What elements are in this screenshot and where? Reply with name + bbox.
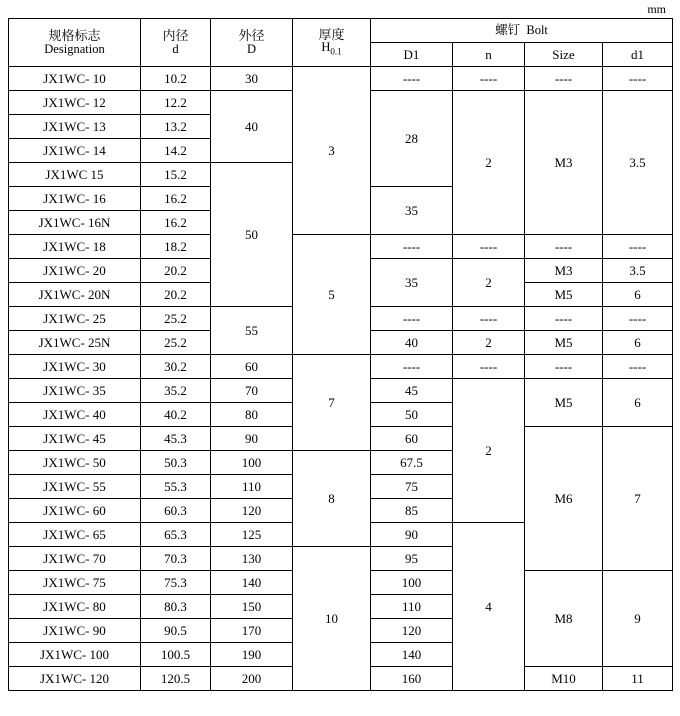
bolt-d1-cell: 60: [371, 427, 453, 451]
bolt-d1-small-cell: ----: [603, 355, 673, 379]
outer-diameter-cell: 130: [211, 547, 293, 571]
header-designation: [9, 19, 141, 67]
header-bolt-d1-small: d1: [603, 43, 673, 67]
outer-diameter-cell: 60: [211, 355, 293, 379]
bolt-d1-cell: ----: [371, 235, 453, 259]
header-thickness-en: [293, 41, 370, 57]
bolt-size-cell: M3: [525, 91, 603, 235]
inner-diameter-cell: 35.2: [141, 379, 211, 403]
bolt-d1-small-cell: 11: [603, 667, 673, 691]
designation-cell: JX1WC- 120: [9, 667, 141, 691]
designation-cell: JX1WC- 20: [9, 259, 141, 283]
bolt-d1-cell: ----: [371, 67, 453, 91]
outer-diameter-cell: 50: [211, 163, 293, 307]
bolt-d1-cell: 40: [371, 331, 453, 355]
designation-cell: JX1WC- 13: [9, 115, 141, 139]
designation-cell: JX1WC- 70: [9, 547, 141, 571]
bolt-n-cell: 4: [453, 523, 525, 691]
table-row: [9, 355, 673, 379]
specification-table: [8, 18, 673, 691]
inner-diameter-cell: 55.3: [141, 475, 211, 499]
inner-diameter-cell: 40.2: [141, 403, 211, 427]
header-bolt-en: Bolt: [526, 22, 548, 37]
thickness-cell: 7: [293, 355, 371, 451]
bolt-d1-cell: 45: [371, 379, 453, 403]
header-thickness-cn: 厚度: [318, 26, 345, 42]
table-row: [9, 235, 673, 259]
bolt-d1-small-cell: 3.5: [603, 91, 673, 235]
bolt-d1-small-cell: 3.5: [603, 259, 673, 283]
bolt-d1-cell: 50: [371, 403, 453, 427]
bolt-n-cell: 2: [453, 331, 525, 355]
bolt-n-cell: 2: [453, 91, 525, 235]
bolt-size-cell: M5: [525, 379, 603, 427]
designation-cell: JX1WC- 80: [9, 595, 141, 619]
outer-diameter-cell: 125: [211, 523, 293, 547]
inner-diameter-cell: 100.5: [141, 643, 211, 667]
designation-cell: JX1WC- 50: [9, 451, 141, 475]
inner-diameter-cell: 120.5: [141, 667, 211, 691]
bolt-d1-cell: 67.5: [371, 451, 453, 475]
inner-diameter-cell: 20.2: [141, 283, 211, 307]
outer-diameter-cell: 200: [211, 667, 293, 691]
inner-diameter-cell: 75.3: [141, 571, 211, 595]
bolt-d1-cell: 120: [371, 619, 453, 643]
header-bolt-n: n: [453, 43, 525, 67]
inner-diameter-cell: 30.2: [141, 355, 211, 379]
inner-diameter-cell: 60.3: [141, 499, 211, 523]
inner-diameter-cell: 50.3: [141, 451, 211, 475]
header-bolt-cn: 螺钉: [495, 22, 521, 37]
designation-cell: JX1WC- 10: [9, 67, 141, 91]
inner-diameter-cell: 90.5: [141, 619, 211, 643]
outer-diameter-cell: 170: [211, 619, 293, 643]
inner-diameter-cell: 13.2: [141, 115, 211, 139]
inner-diameter-cell: 15.2: [141, 163, 211, 187]
designation-cell: JX1WC- 12: [9, 91, 141, 115]
inner-diameter-cell: 25.2: [141, 331, 211, 355]
designation-cell: JX1WC- 60: [9, 499, 141, 523]
bolt-n-cell: ----: [453, 235, 525, 259]
bolt-size-cell: ----: [525, 235, 603, 259]
designation-cell: JX1WC- 14: [9, 139, 141, 163]
outer-diameter-cell: 90: [211, 427, 293, 451]
header-thickness-symbol: H: [321, 40, 331, 55]
outer-diameter-cell: 100: [211, 451, 293, 475]
designation-cell: JX1WC- 35: [9, 379, 141, 403]
bolt-size-cell: M5: [525, 283, 603, 307]
header-thickness: [293, 19, 371, 67]
header-inner-cn: 内径: [162, 28, 189, 44]
bolt-d1-cell: 110: [371, 595, 453, 619]
inner-diameter-cell: 14.2: [141, 139, 211, 163]
designation-cell: JX1WC 15: [9, 163, 141, 187]
inner-diameter-cell: 18.2: [141, 235, 211, 259]
bolt-n-cell: ----: [453, 307, 525, 331]
bolt-size-cell: M5: [525, 331, 603, 355]
inner-diameter-cell: 10.2: [141, 67, 211, 91]
inner-diameter-cell: 80.3: [141, 595, 211, 619]
header-inner-diameter: [141, 19, 211, 67]
header-bolt-label: [371, 24, 672, 37]
inner-diameter-cell: 65.3: [141, 523, 211, 547]
thickness-cell: 5: [293, 235, 371, 355]
designation-cell: JX1WC- 25: [9, 307, 141, 331]
designation-cell: JX1WC- 75: [9, 571, 141, 595]
designation-cell: JX1WC- 40: [9, 403, 141, 427]
designation-cell: JX1WC- 25N: [9, 331, 141, 355]
designation-cell: JX1WC- 30: [9, 355, 141, 379]
bolt-d1-small-cell: ----: [603, 235, 673, 259]
thickness-cell: 3: [293, 67, 371, 235]
inner-diameter-cell: 25.2: [141, 307, 211, 331]
header-outer-cn: 外径: [238, 28, 265, 44]
outer-diameter-cell: 140: [211, 571, 293, 595]
bolt-d1-cell: 28: [371, 91, 453, 187]
outer-diameter-cell: 55: [211, 307, 293, 355]
bolt-d1-cell: ----: [371, 355, 453, 379]
bolt-size-cell: ----: [525, 67, 603, 91]
bolt-n-cell: ----: [453, 355, 525, 379]
designation-cell: JX1WC- 65: [9, 523, 141, 547]
bolt-d1-cell: 85: [371, 499, 453, 523]
bolt-d1-small-cell: ----: [603, 67, 673, 91]
bolt-d1-cell: 90: [371, 523, 453, 547]
bolt-d1-cell: 95: [371, 547, 453, 571]
table-header: [9, 19, 673, 67]
bolt-d1-cell: 35: [371, 187, 453, 235]
bolt-d1-cell: ----: [371, 307, 453, 331]
bolt-d1-small-cell: 6: [603, 379, 673, 427]
thickness-cell: 8: [293, 451, 371, 547]
header-thickness-tolerance: 0.1: [330, 46, 342, 57]
bolt-d1-cell: 100: [371, 571, 453, 595]
bolt-d1-small-cell: 7: [603, 427, 673, 571]
outer-diameter-cell: 110: [211, 475, 293, 499]
header-bolt-d1: D1: [371, 43, 453, 67]
header-outer-en: D: [246, 41, 257, 56]
outer-diameter-cell: 40: [211, 91, 293, 163]
bolt-n-cell: ----: [453, 67, 525, 91]
bolt-n-cell: 2: [453, 259, 525, 307]
outer-diameter-cell: 80: [211, 403, 293, 427]
inner-diameter-cell: 16.2: [141, 187, 211, 211]
header-row-primary: [9, 19, 673, 43]
inner-diameter-cell: 20.2: [141, 259, 211, 283]
unit-label: mm: [647, 2, 666, 16]
thickness-cell: 10: [293, 547, 371, 691]
inner-diameter-cell: 12.2: [141, 91, 211, 115]
designation-cell: JX1WC- 16: [9, 187, 141, 211]
bolt-size-cell: M8: [525, 571, 603, 667]
outer-diameter-cell: 70: [211, 379, 293, 403]
inner-diameter-cell: 16.2: [141, 211, 211, 235]
bolt-n-cell: 2: [453, 379, 525, 523]
header-designation-cn: 规格标志: [48, 28, 101, 44]
bolt-size-cell: M6: [525, 427, 603, 571]
table-row: [9, 67, 673, 91]
outer-diameter-cell: 150: [211, 595, 293, 619]
designation-cell: JX1WC- 20N: [9, 283, 141, 307]
bolt-size-cell: M10: [525, 667, 603, 691]
bolt-size-cell: ----: [525, 307, 603, 331]
bolt-d1-small-cell: 6: [603, 331, 673, 355]
designation-cell: JX1WC- 16N: [9, 211, 141, 235]
header-bolt-size: Size: [525, 43, 603, 67]
outer-diameter-cell: 30: [211, 67, 293, 91]
bolt-size-cell: M3: [525, 259, 603, 283]
inner-diameter-cell: 70.3: [141, 547, 211, 571]
designation-cell: JX1WC- 55: [9, 475, 141, 499]
bolt-d1-small-cell: 6: [603, 283, 673, 307]
bolt-d1-small-cell: ----: [603, 307, 673, 331]
header-inner-en: d: [172, 41, 179, 56]
designation-cell: JX1WC- 45: [9, 427, 141, 451]
bolt-size-cell: ----: [525, 355, 603, 379]
header-bolt-group: [371, 19, 673, 43]
header-outer-diameter: [211, 19, 293, 67]
outer-diameter-cell: 190: [211, 643, 293, 667]
header-designation-en: Designation: [44, 41, 105, 56]
outer-diameter-cell: 120: [211, 499, 293, 523]
bolt-d1-small-cell: 9: [603, 571, 673, 667]
designation-cell: JX1WC- 18: [9, 235, 141, 259]
inner-diameter-cell: 45.3: [141, 427, 211, 451]
designation-cell: JX1WC- 90: [9, 619, 141, 643]
bolt-d1-cell: 140: [371, 643, 453, 667]
bolt-d1-cell: 35: [371, 259, 453, 307]
bolt-d1-cell: 75: [371, 475, 453, 499]
designation-cell: JX1WC- 100: [9, 643, 141, 667]
bolt-d1-cell: 160: [371, 667, 453, 691]
table-body: [9, 67, 673, 691]
